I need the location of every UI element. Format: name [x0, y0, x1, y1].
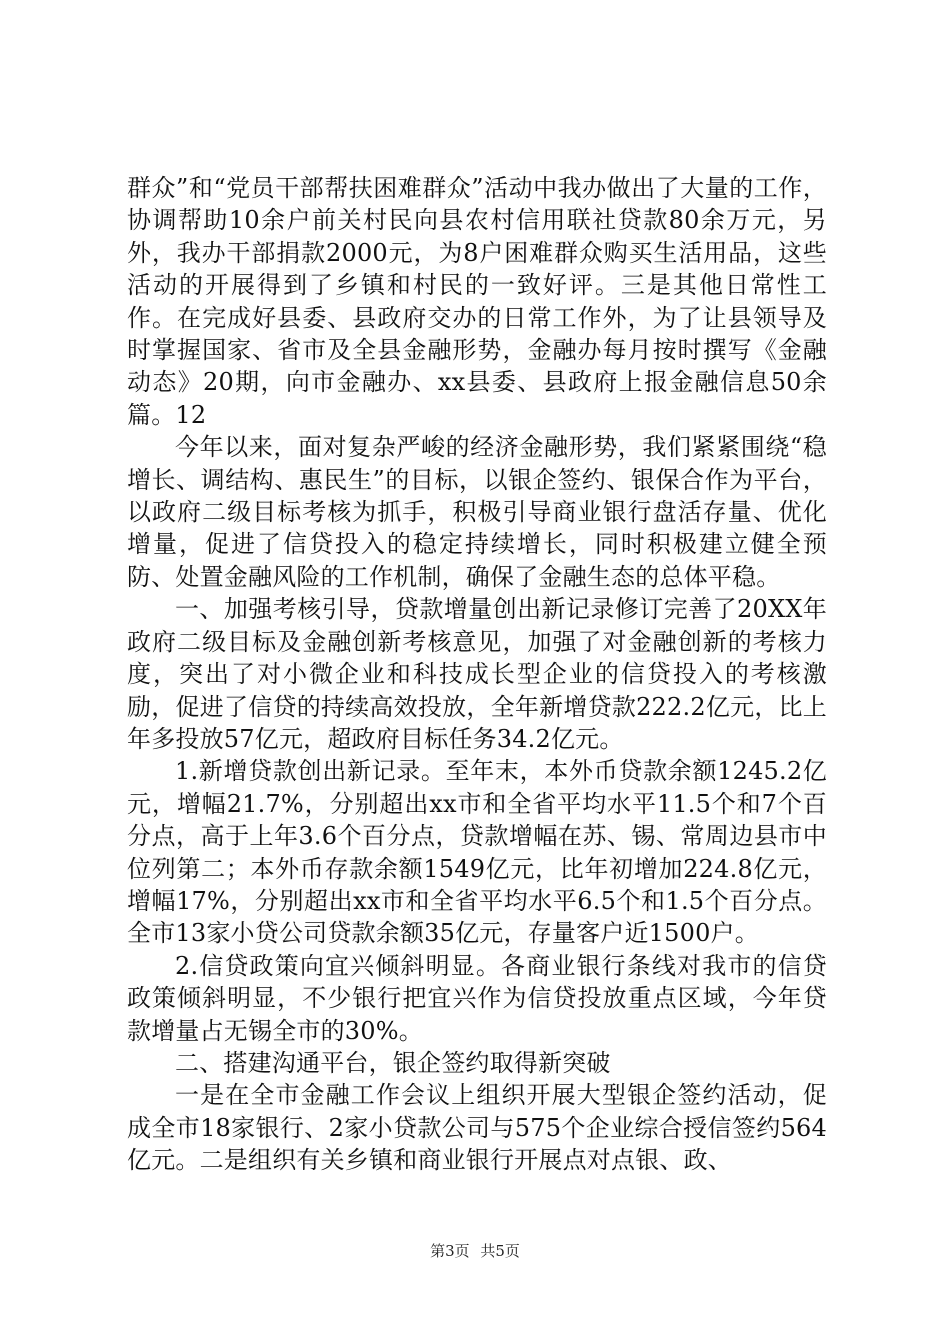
paragraph-3: 一、加强考核引导，贷款增量创出新记录修订完善了20XX年政府二级目标及金融创新考核意见，加强了对金融创新的考核力度，突出了对小微企业和科技成长型企业的信贷投入的考核激励，促进了信贷的持续高效投放，全年新增贷款222.2亿元，比上年多投放57亿元，超政府目标任务34.2亿元。 — [127, 595, 827, 753]
paragraph-5: 2.信贷政策向宜兴倾斜明显。各商业银行条线对我市的信贷政策倾斜明显，不少银行把宜兴作为信贷投放重点区域，今年贷款增量占无锡全市的30%。 — [127, 951, 827, 1045]
paragraph-7: 一是在全市金融工作会议上组织开展大型银企签约活动，促成全市18家银行、2家小贷款公司与575个企业综合授信签约564亿元。二是组织有关乡镇和商业银行开展点对点银、政、 — [127, 1081, 827, 1175]
page-total: 共5页 — [480, 1242, 520, 1260]
paragraph-4: 1.新增贷款创出新记录。至年末，本外币贷款余额1245.2亿元，增幅21.7%，分别超出xx市和全省平均水平11.5个和7个百分点，高于上年3.6个百分点，贷款增幅在苏、锡、常周边县市中位列第二；本外币存款余额1549亿元，比年初增加224.8亿元，增幅17%，分别超出xx市和全省平均水平6.5个和1.5个百分点。全市13家小贷公司贷款余额35亿元，存量客户近1500户。 — [127, 757, 827, 948]
paragraph-6: 二、搭建沟通平台，银企签约取得新突破 — [175, 1048, 611, 1077]
page-number: 第3页 — [430, 1242, 470, 1260]
paragraph-1: 群众”和“党员干部帮扶困难群众”活动中我办做出了大量的工作，协调帮助10余户前关村民向县农村信用联社贷款80余万元，另外，我办干部捐款2000元，为8户困难群众购买生活用品，这些活动的开展得到了乡镇和村民的一致好评。三是其他日常性工作。在完成好县委、县政府交办的日常工作外，为了让县领导及时掌握国家、省市及全县金融形势，金融办每月按时撰写《金融动态》20期，向市金融办、xx县委、县政府上报金融信息50余篇。12 — [127, 174, 827, 429]
document-body — [127, 172, 827, 1177]
page-footer — [0, 1240, 950, 1261]
paragraph-2: 今年以来，面对复杂严峻的经济金融形势，我们紧紧围绕“稳增长、调结构、惠民生”的目标，以银企签约、银保合作为平台，以政府二级目标考核为抓手，积极引导商业银行盘活存量、优化增量，促进了信贷投入的稳定持续增长，同时积极建立健全预防、处置金融风险的工作机制，确保了金融生态的总体平稳。 — [127, 433, 827, 591]
